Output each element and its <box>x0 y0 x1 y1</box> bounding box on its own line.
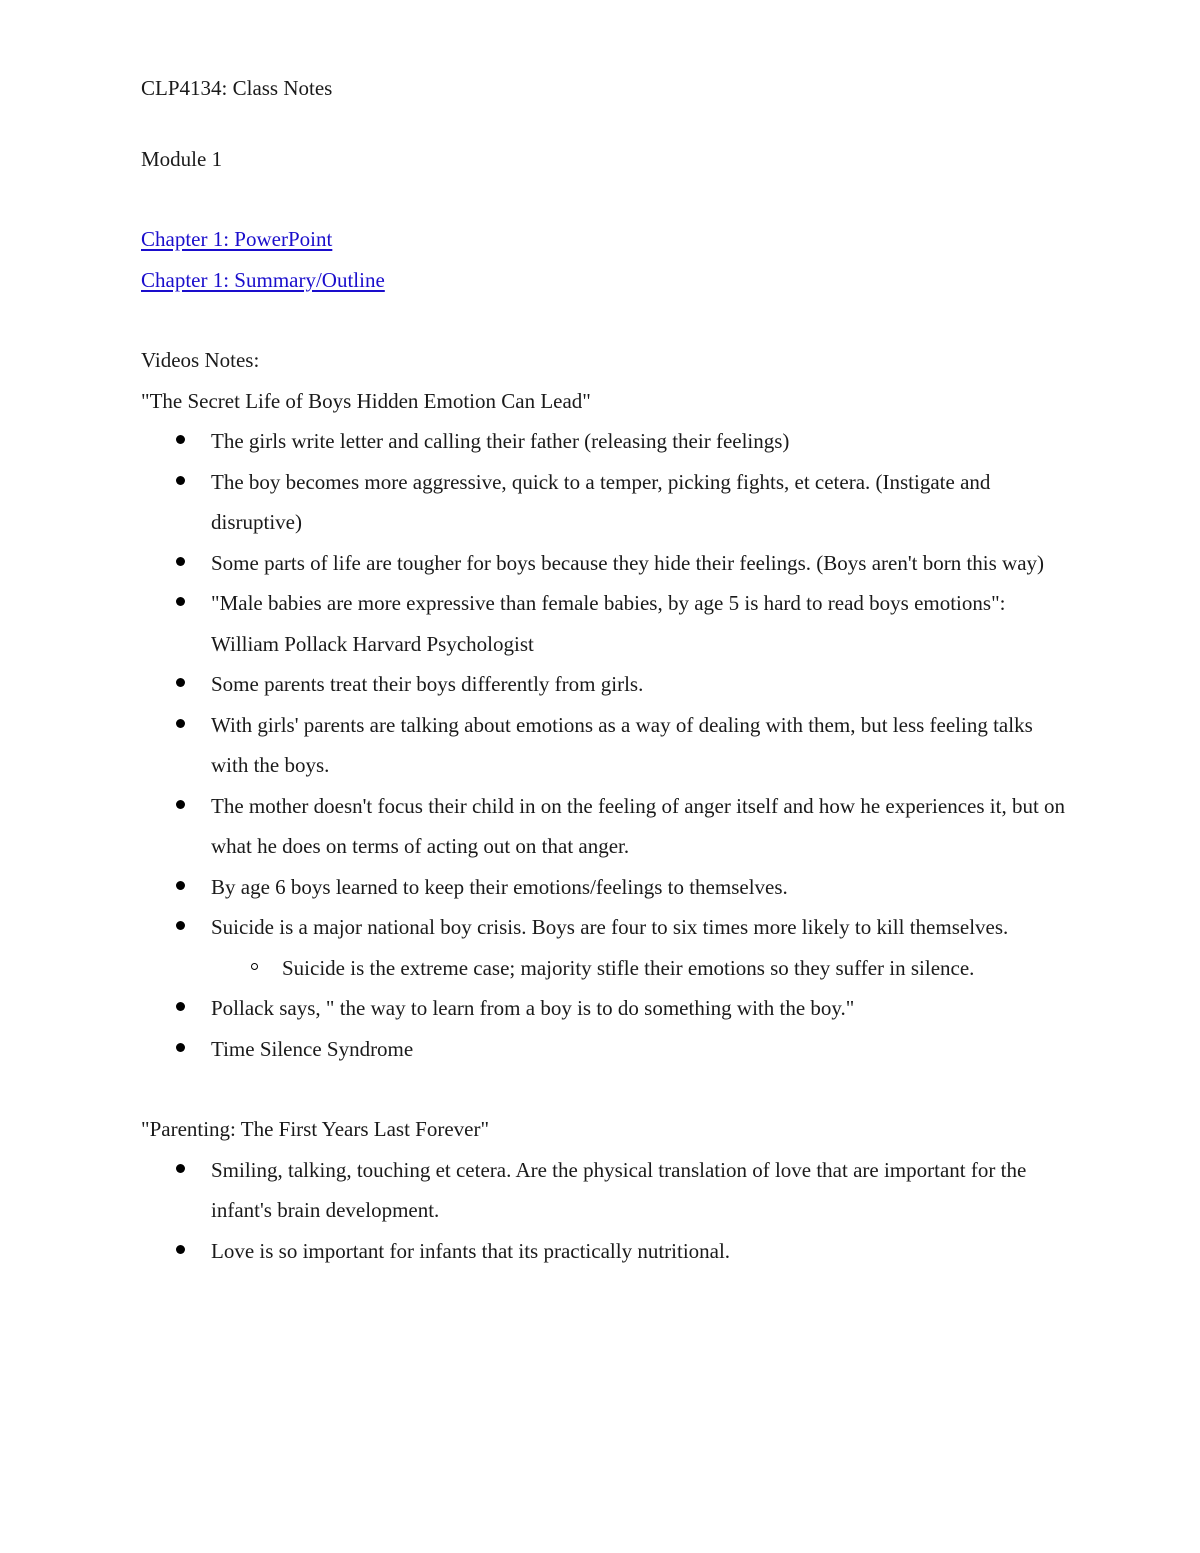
spacer <box>141 1069 1071 1109</box>
spacer <box>141 109 1071 139</box>
bullet-icon <box>176 678 185 687</box>
chapter-summary-link-row <box>141 260 1071 301</box>
bullet-icon <box>176 800 185 809</box>
chapter-powerpoint-link[interactable]: Chapter 1: PowerPoint <box>141 227 333 251</box>
list-item-text: Love is so important for infants that its practically nutritional. <box>211 1238 731 1263</box>
list-item-text: The mother doesn't focus their child in on the feeling of anger itself and how he experiences it, but on what he does on terms of acting out on that anger. <box>211 793 1066 858</box>
bullet-icon <box>176 597 185 606</box>
list-item-text: With girls' parents are talking about emotions as a way of dealing with them, but less feeling talks with the boys. <box>211 712 1033 777</box>
list-item-text: The girls write letter and calling their father (releasing their feelings) <box>211 429 790 453</box>
document-title: CLP4134: Class Notes <box>141 76 333 100</box>
module-label: Module 1 <box>141 146 223 171</box>
list-item <box>141 867 1071 908</box>
list-item <box>141 907 1071 988</box>
list-item <box>141 1029 1071 1070</box>
bullet-icon <box>176 1164 185 1173</box>
bullet-icon <box>176 476 185 485</box>
list-item-text: The boy becomes more aggressive, quick to a temper, picking fights, et cetera. (Instigate and disruptive) <box>211 469 991 534</box>
chapter-summary-link[interactable]: Chapter 1: Summary/Outline <box>141 267 385 292</box>
secret-life-bullet-list <box>141 421 1071 1069</box>
list-item-text: Pollack says, " the way to learn from a boy is to do something with the boy." <box>211 996 855 1020</box>
bullet-icon <box>176 435 185 444</box>
bullet-icon <box>176 881 185 890</box>
section-title: "Parenting: The First Years Last Forever" <box>141 1117 490 1141</box>
videos-heading: Videos Notes: <box>141 348 260 372</box>
list-item <box>141 583 1071 664</box>
list-item-text: By age 6 boys learned to keep their emotions/feelings to themselves. <box>211 874 788 899</box>
chapter-powerpoint-link-row <box>141 219 1071 260</box>
list-item <box>141 421 1071 462</box>
list-item <box>141 462 1071 543</box>
list-item <box>141 786 1071 867</box>
list-item <box>141 1150 1071 1231</box>
section-title: "The Secret Life of Boys Hidden Emotion Can Lead" <box>141 388 591 413</box>
bullet-icon <box>176 719 185 728</box>
bullet-icon <box>176 921 185 930</box>
spacer <box>141 300 1071 340</box>
sub-bullet-list <box>211 948 1071 989</box>
sub-list-item-text: Suicide is the extreme case; majority stifle their emotions so they suffer in silence. <box>282 955 975 980</box>
sub-list-item <box>211 948 1071 989</box>
list-item-text: Smiling, talking, touching et cetera. Are the physical translation of love that are important for the infant's brain development. <box>211 1157 1027 1222</box>
list-item-text: Time Silence Syndrome <box>211 1036 414 1061</box>
bullet-icon <box>176 1043 185 1052</box>
list-item <box>141 988 1071 1029</box>
spacer <box>141 179 1071 219</box>
list-item <box>141 543 1071 584</box>
parenting-bullet-list <box>141 1150 1071 1272</box>
document-page <box>141 68 1071 1271</box>
bullet-icon <box>176 1245 185 1254</box>
bullet-icon <box>176 1002 185 1011</box>
list-item-text: "Male babies are more expressive than female babies, by age 5 is hard to read boys emotions": William Pollack Harvard Psychologist <box>211 591 1006 656</box>
list-item-text: Some parts of life are tougher for boys because they hide their feelings. (Boys aren't born this way) <box>211 550 1045 575</box>
list-item <box>141 664 1071 705</box>
list-item-text: Suicide is a major national boy crisis. Boys are four to six times more likely to kill themselves. <box>211 915 1009 939</box>
list-item <box>141 705 1071 786</box>
bullet-icon <box>176 557 185 566</box>
hollow-bullet-icon <box>251 963 258 970</box>
list-item-text: Some parents treat their boys differently from girls. <box>211 672 644 696</box>
list-item <box>141 1231 1071 1272</box>
